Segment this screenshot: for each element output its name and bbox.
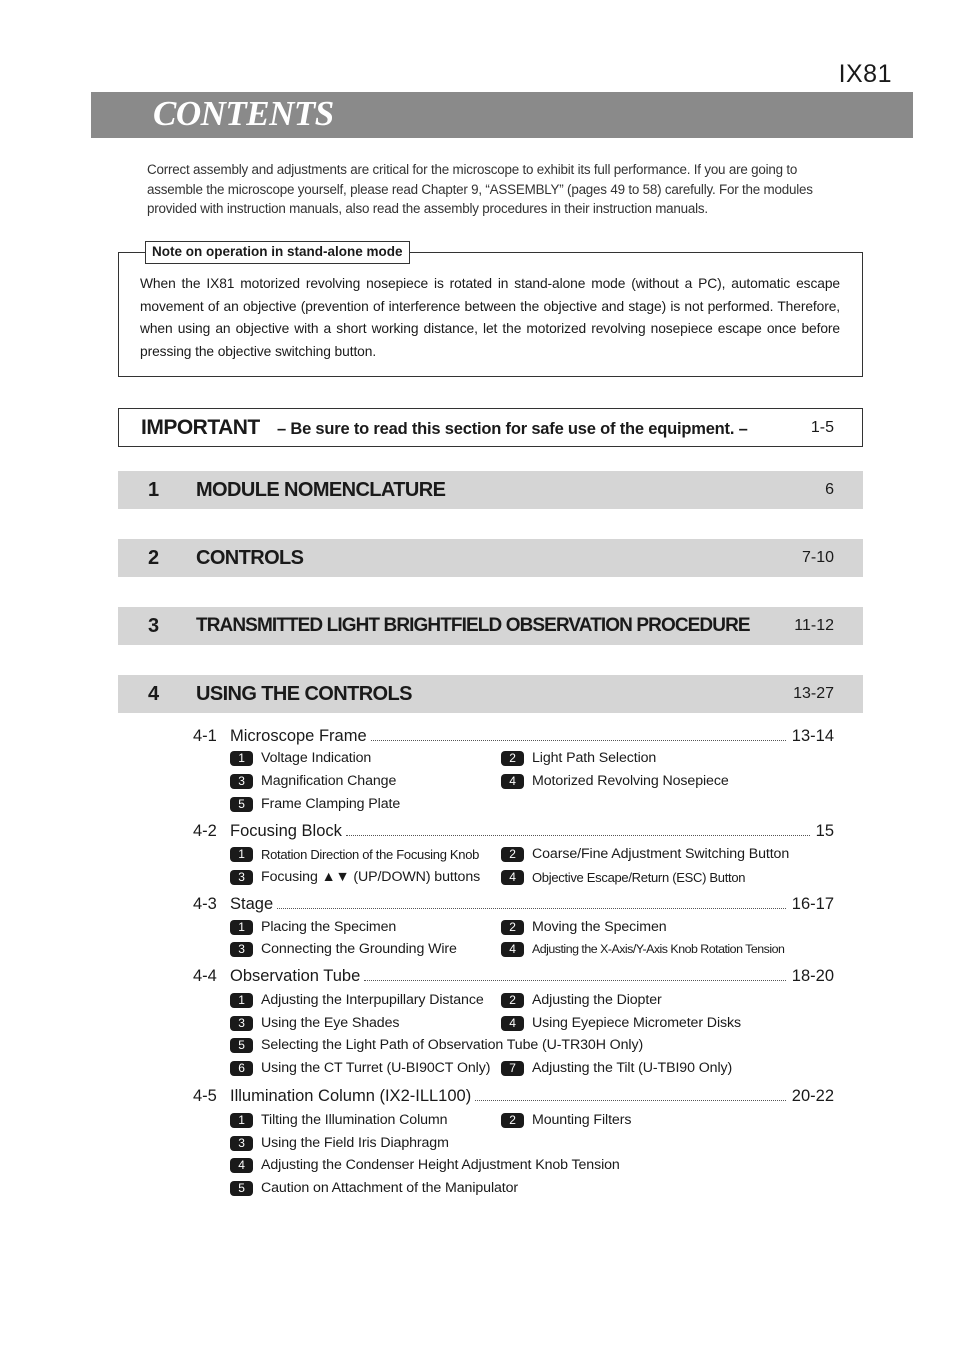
item-title: Adjusting the Diopter xyxy=(532,992,662,1008)
dot-leader xyxy=(371,739,786,741)
toc-item[interactable] xyxy=(501,867,745,887)
item-number-badge: 4 xyxy=(501,774,524,789)
section-title: Stage xyxy=(230,895,274,913)
chapter-title: TRANSMITTED LIGHT BRIGHTFIELD OBSERVATION PROCEDURE xyxy=(196,615,750,636)
section-number: 4-1 xyxy=(193,727,217,745)
toc-item[interactable] xyxy=(230,1058,490,1078)
note-text: When the IX81 motorized revolving nosepiece is rotated in stand-alone mode (without a PC), automatic escape movement of an objective (prevention of interference between the objective and stage) is not performed. Therefore, when using an objective with a short working distance, let the motorized revolving nosepiece escape once before pressing the objective switching button. xyxy=(140,276,840,359)
intro-paragraph: Correct assembly and adjustments are critical for the microscope to exhibit its full performance. If you are going to assemble the microscope yourself, please read Chapter 9, “ASSEMBLY” (pages 49 to 58) carefully. For the modules provided with instruction manuals, also read the assembly procedures in their instruction manuals. xyxy=(147,162,813,216)
toc-item[interactable] xyxy=(230,1155,620,1175)
chapter-page: 6 xyxy=(825,481,834,498)
toc-item[interactable] xyxy=(230,1110,447,1130)
chapter-page: 11-12 xyxy=(794,617,834,634)
chapter-3[interactable] xyxy=(118,607,863,645)
section-page: 13-14 xyxy=(791,727,834,745)
item-number-badge: 1 xyxy=(230,993,253,1008)
item-title: Focusing ▲▼ (UP/DOWN) buttons xyxy=(261,869,481,885)
page-title: CONTENTS xyxy=(153,94,334,133)
section-number: 4-5 xyxy=(193,1087,217,1105)
item-number-badge: 7 xyxy=(501,1061,524,1076)
item-number-badge: 1 xyxy=(230,847,253,862)
important-title: IMPORTANT xyxy=(141,416,260,439)
section-4-5[interactable] xyxy=(193,1082,834,1106)
item-title: Rotation Direction of the Focusing Knob xyxy=(261,846,480,862)
item-title: Adjusting the Condenser Height Adjustment Knob Tension xyxy=(261,1157,620,1173)
important-page: 1-5 xyxy=(810,419,834,436)
note-label: Note on operation in stand-alone mode xyxy=(145,241,410,264)
toc-item[interactable] xyxy=(230,917,396,937)
chapter-title: USING THE CONTROLS xyxy=(196,683,412,705)
section-title: Microscope Frame xyxy=(230,727,367,745)
chapter-4[interactable] xyxy=(118,675,863,713)
item-number-badge: 4 xyxy=(501,942,524,957)
toc-item[interactable] xyxy=(230,794,400,814)
toc-item[interactable] xyxy=(230,939,457,959)
item-title: Using the Field Iris Diaphragm xyxy=(261,1135,449,1151)
dot-leader xyxy=(475,1099,786,1101)
dot-leader xyxy=(346,834,810,836)
item-title: Connecting the Grounding Wire xyxy=(261,941,457,957)
chapter-2[interactable] xyxy=(118,539,863,577)
toc-item[interactable] xyxy=(501,1058,732,1078)
item-title: Adjusting the Tilt (U-TBI90 Only) xyxy=(532,1060,733,1076)
item-title: Magnification Change xyxy=(261,773,397,789)
toc-item[interactable] xyxy=(501,1013,741,1033)
item-title: Using Eyepiece Micrometer Disks xyxy=(532,1015,741,1031)
section-page: 18-20 xyxy=(791,967,834,985)
chapter-title: MODULE NOMENCLATURE xyxy=(196,479,446,501)
toc-item[interactable] xyxy=(501,1110,631,1130)
item-number-badge: 1 xyxy=(230,1113,253,1128)
toc-item[interactable] xyxy=(230,1133,449,1153)
item-title: Selecting the Light Path of Observation Tube (U-TR30H Only) xyxy=(261,1037,644,1053)
item-number-badge: 6 xyxy=(230,1061,253,1076)
item-number-badge: 2 xyxy=(501,993,524,1008)
chapter-number: 3 xyxy=(148,615,160,637)
important-subtitle: – Be sure to read this section for safe use of the equipment. – xyxy=(277,420,748,438)
item-title: Frame Clamping Plate xyxy=(261,796,401,812)
toc-item[interactable] xyxy=(230,867,480,887)
item-number-badge: 2 xyxy=(501,920,524,935)
item-title: Voltage Indication xyxy=(261,750,372,766)
section-4-2[interactable] xyxy=(193,817,834,841)
item-number-badge: 3 xyxy=(230,870,253,885)
item-title: Adjusting the X-Axis/Y-Axis Knob Rotation Tension xyxy=(532,942,785,956)
toc-item[interactable] xyxy=(501,748,656,768)
section-page: 15 xyxy=(815,822,834,840)
toc-item[interactable] xyxy=(501,844,789,864)
item-number-badge: 3 xyxy=(230,1136,253,1151)
toc-item[interactable] xyxy=(230,990,484,1010)
item-number-badge: 3 xyxy=(230,1016,253,1031)
toc-item[interactable] xyxy=(230,844,479,864)
item-title: Tilting the Illumination Column xyxy=(261,1112,448,1128)
section-title: Illumination Column (IX2-ILL100) xyxy=(230,1087,472,1105)
chapter-number: 4 xyxy=(148,683,160,705)
contents-banner xyxy=(91,92,913,138)
item-number-badge: 4 xyxy=(501,870,524,885)
item-title: Light Path Selection xyxy=(532,750,657,766)
toc-item[interactable] xyxy=(501,939,784,959)
item-title: Using the Eye Shades xyxy=(261,1015,400,1031)
dot-leader xyxy=(364,979,786,981)
toc-item[interactable] xyxy=(230,1013,399,1033)
item-number-badge: 3 xyxy=(230,942,253,957)
toc-item[interactable] xyxy=(230,1035,643,1055)
item-title: Caution on Attachment of the Manipulator xyxy=(261,1180,519,1196)
dot-leader xyxy=(277,907,786,909)
toc-item[interactable] xyxy=(230,748,371,768)
section-4-4[interactable] xyxy=(193,962,834,986)
toc-item[interactable] xyxy=(230,1178,518,1198)
item-title: Placing the Specimen xyxy=(261,919,397,935)
chapter-title: CONTROLS xyxy=(196,547,304,569)
section-4-1[interactable] xyxy=(193,722,834,746)
item-number-badge: 2 xyxy=(501,1113,524,1128)
chapter-1[interactable] xyxy=(118,471,863,509)
chapter-page: 13-27 xyxy=(793,685,834,702)
item-title: Moving the Specimen xyxy=(532,919,667,935)
item-title: Objective Escape/Return (ESC) Button xyxy=(532,869,746,885)
important-entry[interactable] xyxy=(118,408,863,447)
item-number-badge: 3 xyxy=(230,774,253,789)
item-number-badge: 2 xyxy=(501,751,524,766)
chapter-number: 2 xyxy=(148,547,160,569)
section-number: 4-4 xyxy=(193,967,217,985)
section-number: 4-3 xyxy=(193,895,217,913)
section-page: 20-22 xyxy=(791,1087,834,1105)
item-number-badge: 5 xyxy=(230,797,253,812)
section-title: Focusing Block xyxy=(230,822,342,840)
item-title: Motorized Revolving Nosepiece xyxy=(532,773,729,789)
toc-item[interactable] xyxy=(501,990,662,1010)
chapter-number: 1 xyxy=(148,479,160,501)
toc-item[interactable] xyxy=(501,917,667,937)
item-number-badge: 5 xyxy=(230,1181,253,1196)
chapter-page: 7-10 xyxy=(801,549,834,566)
item-title: Mounting Filters xyxy=(532,1112,632,1128)
item-number-badge: 4 xyxy=(230,1158,253,1173)
item-number-badge: 1 xyxy=(230,751,253,766)
section-4-3[interactable] xyxy=(193,890,834,914)
item-number-badge: 1 xyxy=(230,920,253,935)
section-title: Observation Tube xyxy=(230,967,361,985)
item-number-badge: 5 xyxy=(230,1038,253,1053)
section-page: 16-17 xyxy=(791,895,834,913)
item-number-badge: 2 xyxy=(501,847,524,862)
item-title: Coarse/Fine Adjustment Switching Button xyxy=(532,846,790,862)
item-title: Using the CT Turret (U-BI90CT Only) xyxy=(261,1060,491,1076)
section-number: 4-2 xyxy=(193,822,217,840)
item-number-badge: 4 xyxy=(501,1016,524,1031)
toc-item[interactable] xyxy=(501,771,729,791)
model-name: IX81 xyxy=(838,60,892,88)
item-title: Adjusting the Interpupillary Distance xyxy=(261,992,484,1008)
toc-item[interactable] xyxy=(230,771,396,791)
